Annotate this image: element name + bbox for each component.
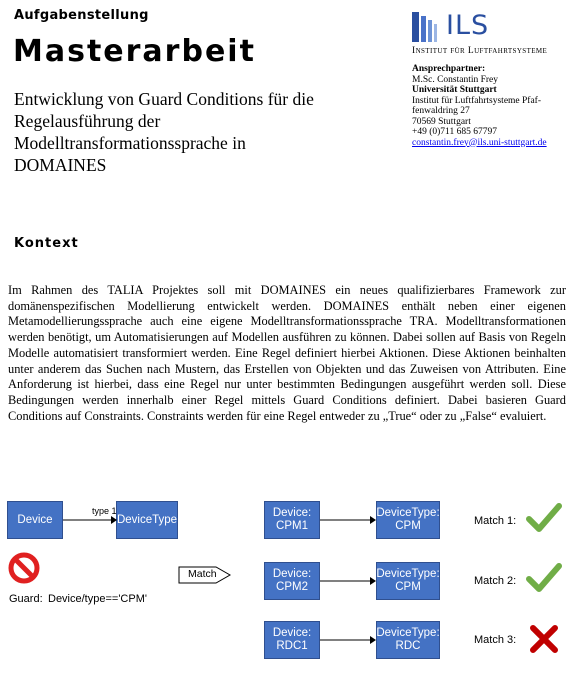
contact-city: 70569 Stuttgart (412, 116, 471, 127)
match2-arrow (320, 571, 376, 591)
cross-icon (528, 623, 560, 655)
subtitle-line: Entwicklung von Guard Conditions für die (14, 89, 314, 109)
guard-diagram (0, 490, 576, 690)
check-icon (526, 502, 562, 534)
logo-institute: Institut für Luftfahrtsysteme (412, 46, 548, 56)
match-label: Match (188, 568, 217, 580)
context-heading: Kontext (14, 236, 79, 251)
match3-label: Match 3: (474, 634, 517, 646)
ils-logo (410, 12, 570, 60)
match1-devicetype-box: DeviceType: CPM (376, 501, 440, 539)
match2-devicetype-box: DeviceType: CPM (376, 562, 440, 600)
page-title: Masterarbeit (13, 34, 256, 69)
match1-label: Match 1: (474, 515, 517, 527)
subtitle (14, 88, 374, 176)
subtitle-line: DOMAINES (14, 155, 107, 175)
check-icon (526, 562, 562, 594)
subtitle-line: Regelausführung der (14, 111, 161, 131)
contact-name: M.Sc. Constantin Frey (412, 74, 499, 85)
match3-devicetype-box: DeviceType: RDC (376, 621, 440, 659)
guard-expression: Device/type=='CPM' (48, 593, 147, 605)
contact-university: Universität Stuttgart (412, 85, 497, 95)
contact-heading: Ansprechpartner: (412, 64, 486, 74)
match3-device-box: Device: RDC1 (264, 621, 320, 659)
contact-email-link[interactable]: constantin.frey@ils.uni-stuttgart.de (412, 137, 547, 148)
contact-institute-line1: Institut für Luftfahrtsysteme Pfaf- (412, 95, 542, 106)
match2-label: Match 2: (474, 575, 517, 587)
contact-institute-line2: fenwaldring 27 (412, 106, 470, 116)
guard-label: Guard: (9, 593, 43, 605)
match2-device-box: Device: CPM2 (264, 562, 320, 600)
forbidden-icon (8, 552, 40, 584)
contact-phone: +49 (0)711 685 67797 (412, 127, 497, 137)
match1-arrow (320, 510, 376, 530)
match1-device-box: Device: CPM1 (264, 501, 320, 539)
ils-logo-icon (412, 12, 442, 42)
context-paragraph: Im Rahmen des TALIA Projektes soll mit DOMAINES ein neues qualifizierbares Framework zur domänenspezifischen Modellierung entwickelt werden. DOMAINES enthält neben einer eigenen Metamodellierungssprache auch eine eigene Modelltransformationssprache TRA. Modelltransformationen werden benötigt, um Automatisierungen auf Modellen ausführen zu können. Dabei sollen auf Basis von Regeln Modelle automatisiert transformiert werden. Eine Regel definiert hierbei Aktionen. Diese Aktionen beinhalten unter anderem das Suchen nach Mustern, das Erstellen von Objekten und das Zuweisen von Attributen. Eine Anforderung ist hierbei, dass eine Regel nur unter bestimmten Bedingungen ausgeführt werden soll. Diese Bedingungen werden innerhalb einer Regel mittels Guard Conditions definiert. Dabei basieren Guard Conditions auf Constraints. Constraints werden für eine Regel entweder zu „True“ oder zu „False“ evaluiert. (8, 283, 566, 423)
section-label: Aufgabenstellung (14, 8, 149, 23)
rule-devicetype-box: DeviceType (116, 501, 178, 539)
rule-edge-label: type 1 (92, 506, 117, 516)
contact-block (412, 64, 572, 148)
match3-arrow (320, 630, 376, 650)
logo-text: ILS (446, 10, 490, 41)
rule-device-box: Device (7, 501, 63, 539)
subtitle-line: Modelltransformationssprache in (14, 133, 246, 153)
